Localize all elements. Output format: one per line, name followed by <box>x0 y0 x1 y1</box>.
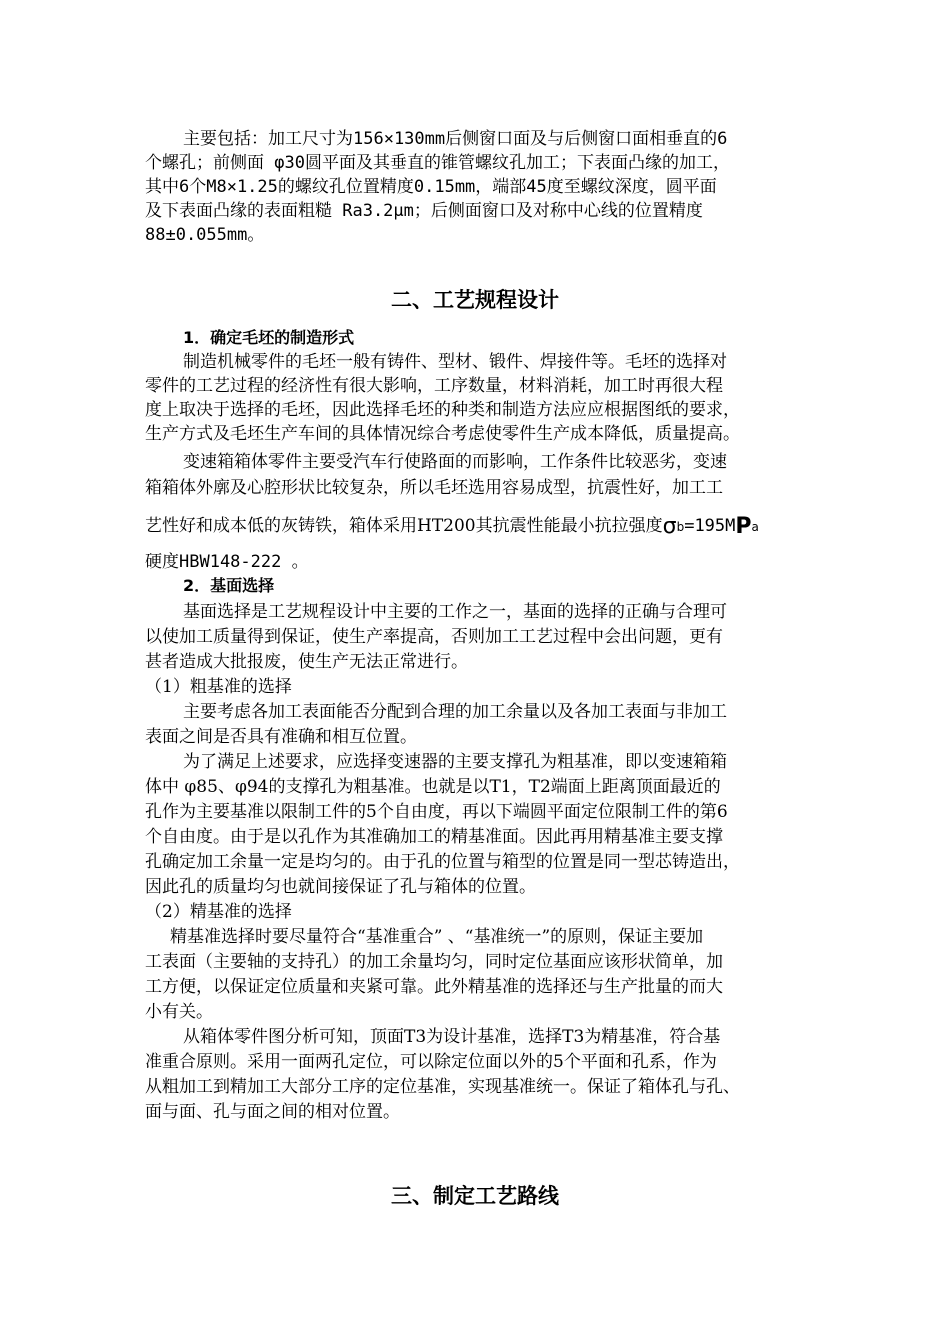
rough-para2-line-1: 为了满足上述要求，应选择变速器的主要支撑孔为粗基准，即以变速箱箱 <box>183 752 727 772</box>
sub1-para2-line-1: 变速箱箱体零件主要受汽车行使路面的而影响，工作条件比较恶劣，变速 <box>183 452 727 472</box>
rough-para2-line-6: 因此孔的质量均匀也就间接保证了孔与箱体的位置。 <box>145 877 536 897</box>
pascal-subscript: a <box>751 520 759 534</box>
intro-line-1: 主要包括：加工尺寸为156×130mm后侧窗口面及与后侧窗口面相垂直的6 <box>183 129 728 149</box>
rough-para2-line-3: 孔作为主要基准以限制工件的5个自由度，再以下端圆平面定位限制工件的第6 <box>145 802 728 822</box>
section-3-title: 三、制定工艺路线 <box>391 1184 559 1208</box>
fine-para2-line-4: 面与面、孔与面之间的相对位置。 <box>145 1102 400 1122</box>
sub1-para2-line-2: 箱箱体外廓及心腔形状比较复杂，所以毛坯选用容易成型，抗震性好，加工工 <box>145 478 723 498</box>
rough-para2-line-2: 体中 φ85、φ94的支撑孔为粗基准。也就是以T1，T2端面上距离顶面最近的 <box>145 777 721 797</box>
section-2-title: 二、工艺规程设计 <box>391 288 559 312</box>
fine-para1-line-4: 小有关。 <box>145 1002 213 1022</box>
intro-line-2: 个螺孔；前侧面 φ30圆平面及其垂直的锥管螺纹孔加工；下表面凸缘的加工， <box>145 153 730 173</box>
rough-para1-line-2: 表面之间是否具有准确和相互位置。 <box>145 727 417 747</box>
rough-datum-title: （1）粗基准的选择 <box>145 677 292 697</box>
pascal-unit: P <box>735 514 752 539</box>
sub1-para1-line-2: 零件的工艺过程的经济性有很大影响，工序数量，材料消耗，加工时再很大程 <box>145 376 723 396</box>
fine-para1-line-3: 工方便，以保证定位质量和夹紧可靠。此外精基准的选择还与生产批量的而大 <box>145 977 723 997</box>
rough-para1-line-1: 主要考虑各加工表面能否分配到合理的加工余量以及各加工表面与非加工 <box>183 702 727 722</box>
strength-formula-line <box>145 514 759 539</box>
sub2-para1-line-3: 甚者造成大批报废，使生产无法正常进行。 <box>145 652 468 672</box>
subsection-1-title: 1．确定毛坯的制造形式 <box>183 328 355 347</box>
sub2-para1-line-2: 以使加工质量得到保证，使生产率提高，否则加工工艺过程中会出问题，更有 <box>145 627 723 647</box>
sigma-symbol: σ <box>662 514 677 539</box>
fine-para2-line-2: 准重合原则。采用一面两孔定位，可以除定位面以外的5个平面和孔系，作为 <box>145 1052 717 1072</box>
strength-value: =195M <box>684 516 736 536</box>
intro-line-5: 88±0.055mm。 <box>145 225 265 245</box>
fine-para2-line-3: 从粗加工到精加工大部分工序的定位基准，实现基准统一。保证了箱体孔与孔、 <box>145 1077 740 1097</box>
formula-line-text: 艺性好和成本低的灰铸铁，箱体采用HT200其抗震性能最小抗拉强度 <box>145 516 663 536</box>
intro-line-3: 其中6个M8×1.25的螺纹孔位置精度0.15mm，端部45度至螺纹深度，圆平面 <box>145 177 717 197</box>
sub2-para1-line-1: 基面选择是工艺规程设计中主要的工作之一，基面的选择的正确与合理可 <box>183 602 727 622</box>
intro-line-4: 及下表面凸缘的表面粗糙 Ra3.2μm；后侧面窗口及对称中心线的位置精度 <box>145 201 703 221</box>
subsection-2-title: 2．基面选择 <box>183 576 275 595</box>
rough-para2-line-5: 孔确定加工余量一定是均匀的。由于孔的位置与箱型的位置是同一型芯铸造出， <box>145 852 740 872</box>
sub1-para1-line-4: 生产方式及毛坯生产车间的具体情况综合考虑使零件生产成本降低，质量提高。 <box>145 424 740 444</box>
rough-para2-line-4: 个自由度。由于是以孔作为其准确加工的精基准面。因此再用精基准主要支撑 <box>145 827 723 847</box>
sub1-para1-line-3: 度上取决于选择的毛坯，因此选择毛坯的种类和制造方法应应根据图纸的要求， <box>145 400 740 420</box>
sub1-para1-line-1: 制造机械零件的毛坯一般有铸件、型材、锻件、焊接件等。毛坯的选择对 <box>183 352 727 372</box>
fine-para1-line-1: 精基准选择时要尽量符合“基准重合” 、“基准统一”的原则，保证主要加 <box>170 927 704 947</box>
sigma-subscript: b <box>676 520 685 534</box>
fine-para1-line-2: 工表面（主要轴的支持孔）的加工余量均匀，同时定位基面应该形状简单，加 <box>145 952 723 972</box>
fine-para2-line-1: 从箱体零件图分析可知，顶面T3为设计基准，选择T3为精基准，符合基 <box>183 1027 721 1047</box>
fine-datum-title: （2）精基准的选择 <box>145 902 292 922</box>
hardness-line: 硬度HBW148-222 。 <box>145 552 309 572</box>
